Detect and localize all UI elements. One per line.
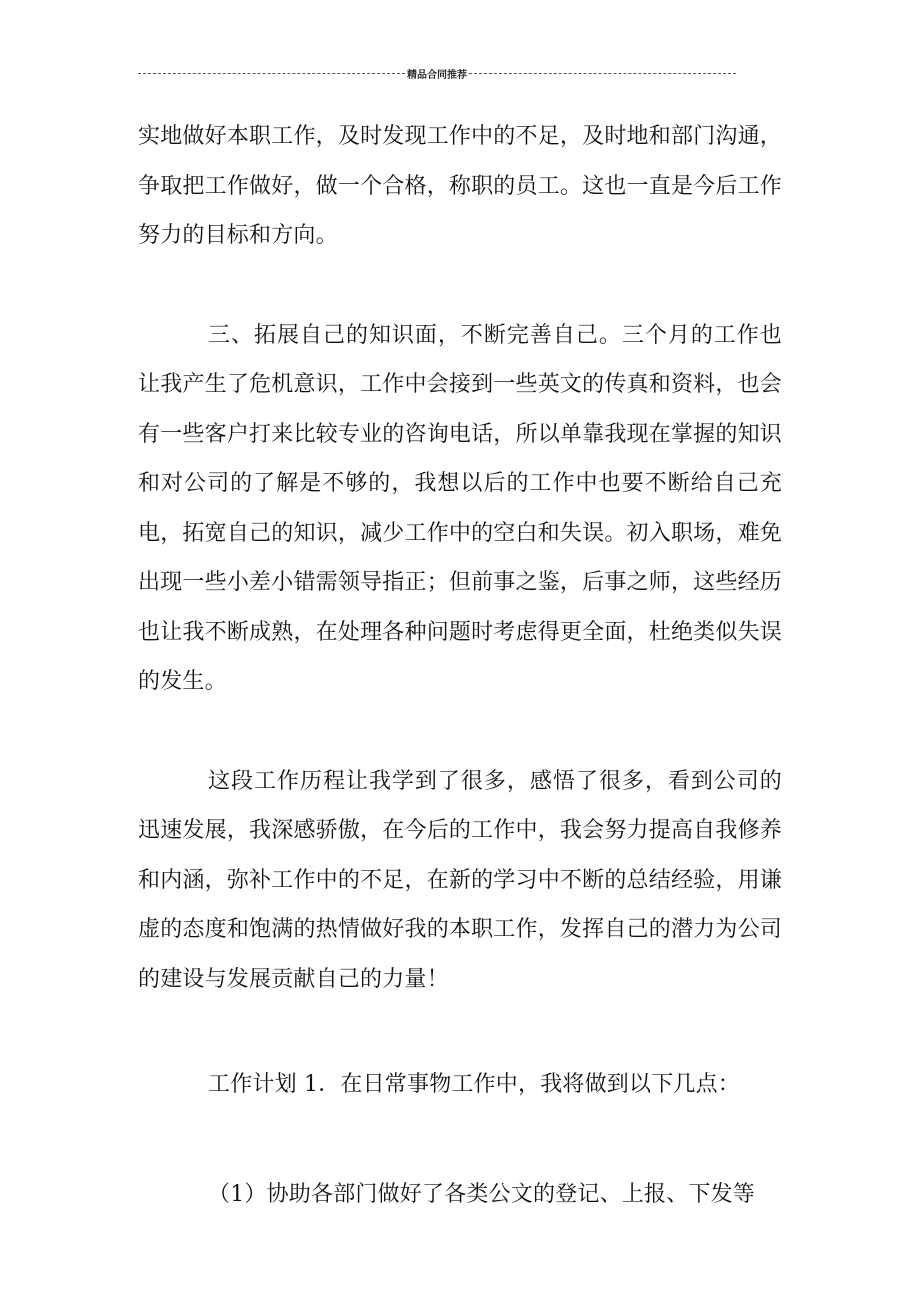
page-header: [138, 66, 736, 81]
header-title: 精品合同推荐: [407, 70, 467, 81]
paragraph-section-three: 三、拓展自己的知识面，不断完善自己。三个月的工作也让我产生了危机意识，工作中会接到一些英文的传真和资料，也会有一些客户打来比较专业的咨询电话，所以单靠我现在掌握的知识和对公司的了解是不够的，我想以后的工作中也要不断给自己充电，拓宽自己的知识，减少工作中的空白和失误。初入职场，难免出现一些小差小错需领导指正；但前事之鉴，后事之师，这些经历也让我不断成熟，在处理各种问题时考虑得更全面，杜绝类似失误的发生。: [138, 322, 782, 694]
paragraph-conclusion: 这段工作历程让我学到了很多，感悟了很多，看到公司的迅速发展，我深感骄傲，在今后的工作中，我会努力提高自我修养和内涵，弥补工作中的不足，在新的学习中不断的总结经验，用谦虚的态度和饱满的热情做好我的本职工作，发挥自己的潜力为公司的建设与发展贡献自己的力量！: [138, 768, 782, 992]
header-dash-left: [138, 73, 405, 74]
paragraph-plan-item-1: （1）协助各部门做好了各类公文的登记、上报、下发等: [208, 1181, 755, 1207]
paragraph-work-plan: 工作计划 1．在日常事物工作中，我将做到以下几点：: [208, 1072, 740, 1097]
paragraph-continuation: 实地做好本职工作，及时发现工作中的不足，及时地和部门沟通，争取把工作做好，做一个合格，称职的员工。这也一直是今后工作努力的目标和方向。: [138, 124, 782, 248]
header-dash-right: [469, 73, 736, 74]
document-body: [138, 112, 782, 1219]
